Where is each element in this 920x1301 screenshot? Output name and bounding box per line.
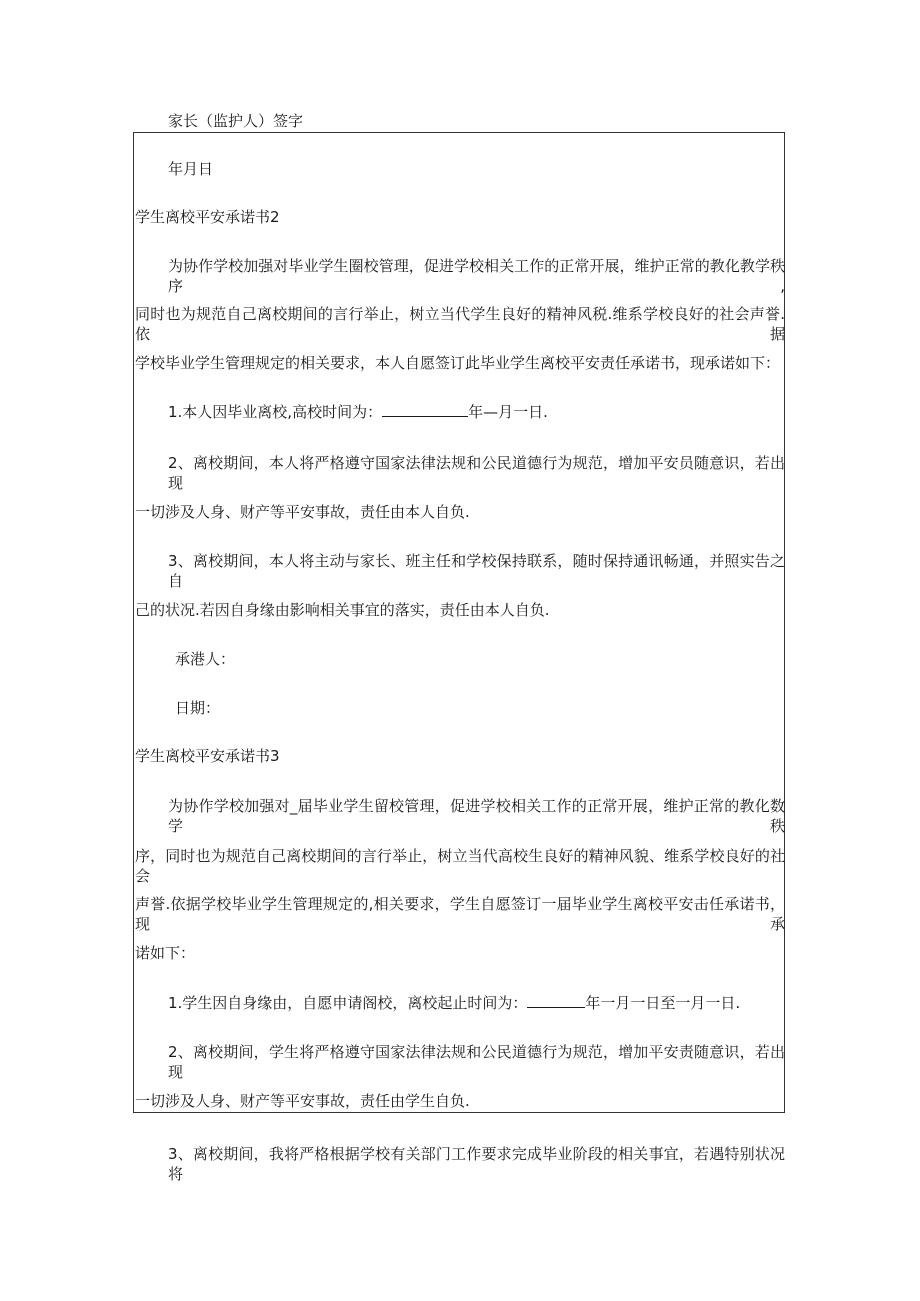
section3-item1-prefix: 1.学生因自身缘由，自愿申请阁校，离校起止时间为： xyxy=(168,994,528,1012)
section3-intro-line-4: 诺如下： xyxy=(135,944,196,962)
section3-intro-line-2: 序，同时也为规范自己离校期间的言行举止，树立当代高校生良好的精神风貌、维系学校良好的社会 xyxy=(135,847,785,885)
section3-item1 xyxy=(168,993,740,1013)
section2-item3-line-1: 3、离校期间，本人将主动与家长、班主任和学校保持联系，随时保持通讯畅通，并照实告之自 xyxy=(168,552,785,590)
section3-item2-line-1: 2、离校期间，学生将严格遵守国家法律法规和公民道德行为规范，增加平安责随意识，若出现 xyxy=(168,1043,785,1081)
section2-intro-line-2: 同时也为规范自己离校期间的言行举止，树立当代学生良好的精神风税.维系学校良好的社会声誉.依据 xyxy=(135,305,785,343)
section2-date-label: 日期： xyxy=(175,699,221,717)
section3-item1-suffix: 年一月一日至一月一日. xyxy=(585,994,741,1012)
section3-intro-line-3: 声誉.依据学校毕业学生管理规定的,相关要求，学生自愿签订一届毕业学生离校平安击任承诺书，现承 xyxy=(135,895,785,933)
section2-item3-line-2: 己的状况.若因自身缘由影响相关事宜的落实，责任由本人自负. xyxy=(135,601,550,619)
section2-intro-line-3: 学校毕业学生管理规定的相关要求，本人自愿签订此毕业学生离校平安责任承诺书，现承诺如下： xyxy=(135,354,781,372)
section3-title: 学生离校平安承诺书3 xyxy=(135,747,280,765)
section2-intro-line-1: 为协作学校加强对毕业学生圈校管理，促进学校相关工作的正常开展，维护正常的教化教学秩序, xyxy=(168,257,785,295)
promisor-label: 承港人： xyxy=(175,650,236,668)
section2-item2-line-1: 2、离校期间，本人将严格遵守国家法律法规和公民道德行为规范，增加平安员随意识，若出现 xyxy=(168,454,785,492)
section2-item2-line-2: 一切涉及人身、财产等平安事故，责任由本人自负. xyxy=(135,503,470,521)
guardian-signature-label: 家长（监护人）签字 xyxy=(168,112,304,130)
section3-intro-line-1: 为协作学校加强对_届毕业学生留校管理，促进学校相关工作的正常开展，维护正常的教化数学秩 xyxy=(168,797,785,835)
section2-item1 xyxy=(168,402,548,422)
section2-title: 学生离校平安承诺书2 xyxy=(135,208,280,226)
section2-item1-prefix: 1.本人因毕业离校,高校时间为： xyxy=(168,403,383,421)
section2-item1-blank xyxy=(382,402,468,417)
section3-item2-line-2: 一切涉及人身、财产等平安事故，责任由学生自负. xyxy=(135,1092,470,1110)
section2-item1-suffix: 年—月一日. xyxy=(468,403,548,421)
top-date-label: 年月日 xyxy=(168,160,214,178)
section3-item3-line-1: 3、离校期间，我将严格根据学校有关部门工作要求完成毕业阶段的相关事宜，若遇特别状况将 xyxy=(168,1145,785,1183)
section3-item1-blank xyxy=(527,993,585,1008)
